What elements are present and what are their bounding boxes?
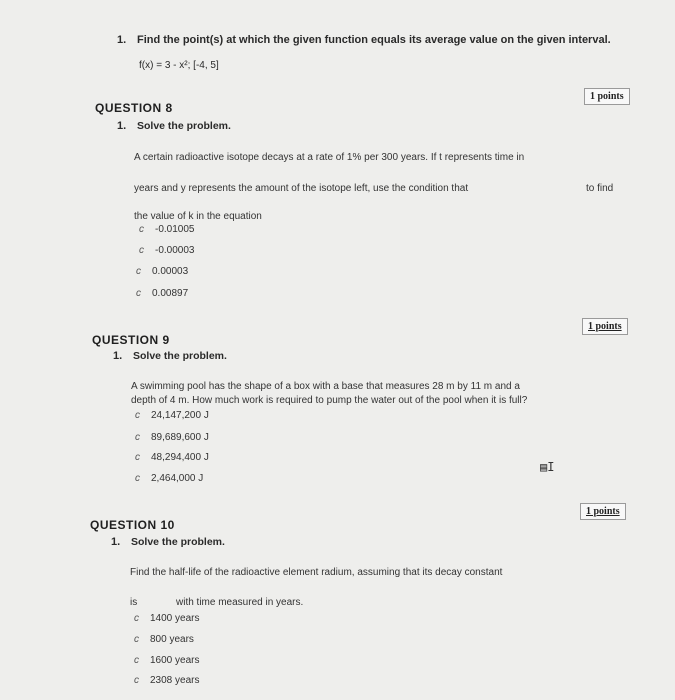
text-cursor-icon: ▤I [540, 460, 555, 474]
q10-header: QUESTION 10 [90, 518, 175, 532]
q9-header: QUESTION 9 [92, 333, 170, 347]
q9-text-line2: depth of 4 m. How much work is required to pump the water out of the pool when it is full? [131, 395, 528, 406]
q9-option-c[interactable]: c 48,294,400 J [135, 452, 209, 463]
q9-option-b[interactable]: c 89,689,600 J [135, 432, 209, 443]
q10-option-a[interactable]: c 1400 years [134, 613, 200, 624]
q7-number: 1. [117, 34, 127, 46]
q8-number: 1. [117, 120, 127, 132]
q10-number: 1. [111, 536, 121, 548]
q9-points-badge[interactable]: 1 points [582, 318, 628, 335]
q10-text-line1: Find the half-life of the radioactive element radium, assuming that its decay constant [130, 567, 503, 578]
q8-text-line2: years and y represents the amount of the isotope left, use the condition that [134, 183, 469, 194]
radio-icon[interactable]: c [139, 224, 144, 235]
q7-function: f(x) = 3 - x²; [-4, 5] [139, 60, 219, 71]
q8-subtitle: Solve the problem. [137, 120, 231, 132]
radio-icon[interactable]: c [134, 613, 139, 624]
radio-icon[interactable]: c [139, 245, 144, 256]
q8-option-b[interactable]: c -0.00003 [139, 245, 195, 256]
q8-points-badge: 1 points [584, 88, 630, 105]
q9-option-d[interactable]: c 2,464,000 J [135, 473, 204, 484]
q10-option-d[interactable]: c 2308 years [134, 675, 200, 686]
q8-option-a[interactable]: c -0.01005 [139, 224, 195, 235]
q8-option-d[interactable]: c 0.00897 [136, 288, 189, 299]
radio-icon[interactable]: c [134, 634, 139, 645]
radio-icon[interactable]: c [135, 432, 140, 443]
q10-text-line2b: with time measured in years. [176, 597, 304, 608]
q9-option-a[interactable]: c 24,147,200 J [135, 410, 209, 421]
q10-text-line2a: is [130, 597, 138, 608]
radio-icon[interactable]: c [135, 473, 140, 484]
q10-points-badge[interactable]: 1 points [580, 503, 626, 520]
radio-icon[interactable]: c [136, 288, 141, 299]
q9-number: 1. [113, 350, 123, 362]
q9-text-line1: A swimming pool has the shape of a box with a base that measures 28 m by 11 m and a [131, 381, 520, 392]
q9-subtitle: Solve the problem. [133, 350, 227, 362]
q8-header: QUESTION 8 [95, 101, 173, 115]
radio-icon[interactable]: c [134, 655, 139, 666]
q8-option-c[interactable]: c 0.00003 [136, 266, 189, 277]
q10-option-b[interactable]: c 800 years [134, 634, 194, 645]
radio-icon[interactable]: c [134, 675, 139, 686]
radio-icon[interactable]: c [135, 452, 140, 463]
q8-text-line2b: to find [586, 183, 614, 194]
q8-text-line3: the value of k in the equation [134, 211, 262, 222]
q10-subtitle: Solve the problem. [131, 536, 225, 548]
q7-title: Find the point(s) at which the given function equals its average value on the given interval. [137, 34, 611, 46]
q8-text-line1: A certain radioactive isotope decays at a rate of 1% per 300 years. If t represents time in [134, 152, 525, 163]
q10-option-c[interactable]: c 1600 years [134, 655, 200, 666]
radio-icon[interactable]: c [136, 266, 141, 277]
radio-icon[interactable]: c [135, 410, 140, 421]
